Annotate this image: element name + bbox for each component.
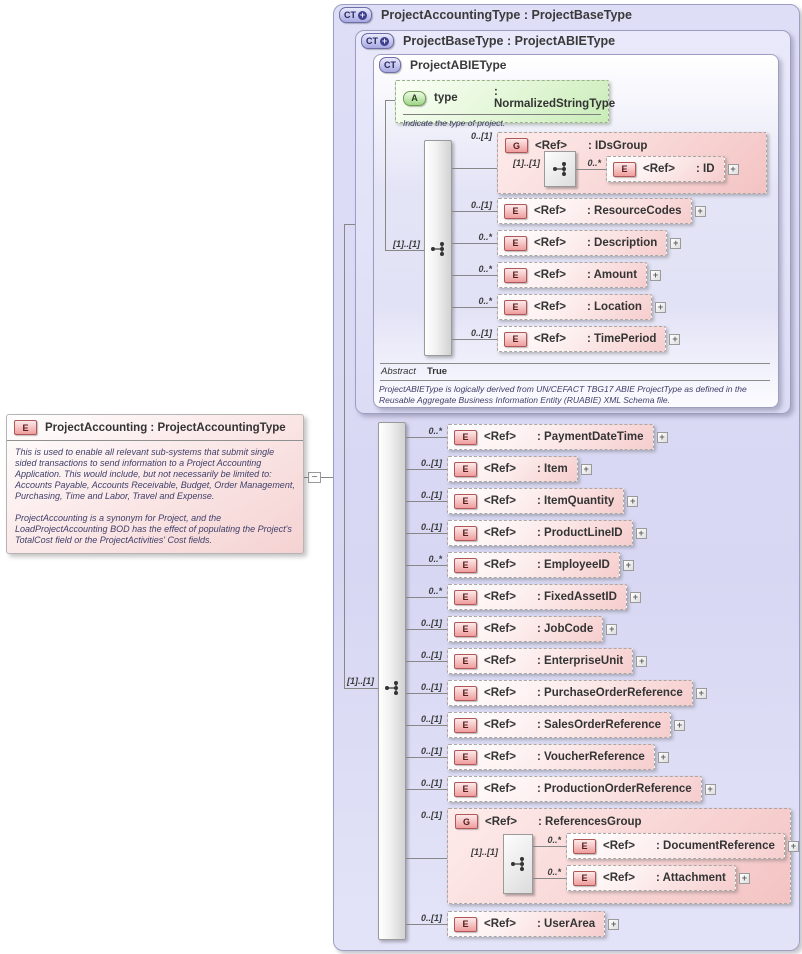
element-box[interactable] — [447, 712, 671, 738]
attribute-name: type — [434, 92, 458, 104]
sequence-compositor — [503, 834, 533, 894]
ref-label: <Ref> — [484, 559, 516, 571]
element-icon: E — [573, 839, 596, 854]
element-node — [406, 712, 685, 738]
element-node — [452, 198, 706, 224]
element-node — [406, 424, 668, 450]
group-icon: G — [505, 138, 528, 153]
element-name: : UserArea — [537, 918, 596, 930]
element-name: : ItemQuantity — [537, 495, 615, 507]
expand-icon[interactable] — [788, 841, 799, 852]
element-node-projectaccounting[interactable] — [6, 414, 304, 554]
connector-line — [385, 250, 424, 251]
cardinality-label: 0..[1] — [470, 200, 492, 210]
element-icon: E — [454, 526, 477, 541]
element-box[interactable] — [447, 424, 654, 450]
expand-icon[interactable] — [728, 164, 739, 175]
ref-label: <Ref> — [535, 139, 567, 152]
element-node — [406, 680, 707, 706]
cardinality-label: 0..[1] — [420, 458, 442, 468]
group-icon: G — [455, 814, 478, 829]
abie-footnote: ProjectABIEType is logically derived from UN/CEFACT TBG17 ABIE ProjectType as defined in the Reusable Aggregate Business Information Entity (RUABIE) XML Schema file. — [379, 384, 747, 405]
element-node-documentreference — [533, 833, 799, 859]
abie-type-title: ProjectABIEType — [410, 58, 507, 72]
expand-icon[interactable] — [674, 720, 685, 731]
base-type-header — [361, 33, 615, 49]
cardinality-label: 0..[1] — [420, 490, 442, 500]
element-name: : Attachment — [656, 872, 726, 884]
attribute-type: : NormalizedStringType — [494, 86, 616, 110]
sequence-icon — [383, 679, 401, 697]
element-icon: E — [454, 718, 477, 733]
element-node — [406, 616, 617, 642]
element-box[interactable] — [447, 911, 605, 937]
element-name: : DocumentReference — [656, 840, 775, 852]
element-box[interactable] — [447, 520, 633, 546]
cardinality-label: 0..* — [547, 867, 561, 877]
cardinality-label: [1]..[1] — [393, 239, 420, 249]
element-icon: E — [613, 162, 636, 177]
ref-label: <Ref> — [534, 333, 566, 345]
expand-icon[interactable] — [658, 752, 669, 763]
ref-label: <Ref> — [484, 463, 516, 475]
element-node — [452, 230, 681, 256]
expand-icon[interactable] — [650, 270, 661, 281]
ref-label: <Ref> — [484, 719, 516, 731]
abstract-label: Abstract — [381, 366, 416, 377]
ref-label: <Ref> — [484, 783, 516, 795]
cardinality-label: 0..[1] — [420, 682, 442, 692]
cardinality-label: 0..* — [478, 296, 492, 306]
cardinality-label: 0..* — [478, 264, 492, 274]
collapse-icon[interactable] — [308, 472, 321, 483]
element-node — [406, 776, 716, 802]
complex-type-derived-icon: CT + — [361, 33, 394, 49]
element-name: : ProductLineID — [537, 527, 623, 539]
element-name: : JobCode — [537, 623, 594, 635]
cardinality-label: [1]..[1] — [347, 676, 374, 686]
element-node-id — [576, 156, 739, 182]
expand-icon[interactable] — [608, 919, 619, 930]
attribute-node-type[interactable] — [395, 80, 616, 128]
element-box[interactable] — [566, 833, 785, 859]
element-icon: E — [454, 686, 477, 701]
element-node — [452, 262, 661, 288]
cardinality-label: [1]..[1] — [471, 847, 498, 857]
divider — [403, 114, 601, 115]
ref-label: <Ref> — [484, 918, 516, 930]
expand-icon[interactable] — [705, 784, 716, 795]
attribute-header — [403, 86, 616, 110]
expand-icon[interactable] — [655, 302, 666, 313]
element-annotation — [7, 441, 303, 553]
expand-icon[interactable] — [636, 656, 647, 667]
group-name: : ReferencesGroup — [538, 815, 642, 828]
element-node — [452, 294, 666, 320]
element-name: : PurchaseOrderReference — [537, 687, 683, 699]
element-name: : Amount — [587, 269, 638, 281]
plus-badge-icon — [358, 11, 367, 20]
element-icon: E — [454, 782, 477, 797]
expand-icon[interactable] — [636, 528, 647, 539]
base-type-title: ProjectBaseType : ProjectABIEType — [403, 34, 616, 48]
element-icon: E — [14, 420, 37, 435]
expand-icon[interactable] — [669, 334, 680, 345]
annotation-paragraph: ProjectAccounting is a synonym for Project, and the LoadProjectAccounting BOD has the effect of populating the Project's TotalCost field or the ProjectActivities' Cost fields. — [15, 513, 292, 545]
expand-icon[interactable] — [695, 206, 706, 217]
element-name: : EnterpriseUnit — [537, 655, 624, 667]
cardinality-label: 0..[1] — [470, 131, 492, 141]
ref-label: <Ref> — [484, 623, 516, 635]
expand-icon[interactable] — [696, 688, 707, 699]
element-icon: E — [454, 558, 477, 573]
element-box[interactable] — [497, 230, 667, 256]
element-name: : ProductionOrderReference — [537, 783, 692, 795]
element-box[interactable] — [606, 156, 725, 182]
element-icon: E — [504, 268, 527, 283]
cardinality-label: 0..* — [478, 232, 492, 242]
annotation-paragraph: This is used to enable all relevant sub-systems that submit single sided transactions to send information to a Project Accounting Application. This would include, but not necessarily be limited to: Accounts Payable, Accounts Receivable, Budget, Order Management, Purchasing, Time and Labor, Travel and Expense. — [15, 447, 295, 501]
ref-label: <Ref> — [484, 687, 516, 699]
group-name: : IDsGroup — [588, 139, 648, 152]
complex-type-icon: CT — [379, 57, 401, 73]
element-name: : TimePeriod — [587, 333, 657, 345]
complex-type-derived-icon: CT + — [339, 7, 372, 23]
cardinality-label: 0..* — [428, 586, 442, 596]
element-box[interactable] — [447, 648, 633, 674]
element-icon: E — [454, 750, 477, 765]
cardinality-label: 0..[1] — [420, 746, 442, 756]
ref-label: <Ref> — [484, 495, 516, 507]
divider — [380, 363, 770, 364]
expand-icon[interactable] — [627, 496, 638, 507]
element-name: : ID — [696, 163, 715, 175]
abie-type-header — [379, 57, 506, 73]
element-title: ProjectAccounting : ProjectAccountingType — [45, 421, 286, 434]
ref-label: <Ref> — [484, 431, 516, 443]
ref-label: <Ref> — [534, 301, 566, 313]
ref-label: <Ref> — [603, 872, 635, 884]
element-name: : SalesOrderReference — [537, 719, 662, 731]
element-box[interactable] — [447, 776, 702, 802]
outer-type-title: ProjectAccountingType : ProjectBaseType — [381, 8, 632, 22]
element-name: : FixedAssetID — [537, 591, 617, 603]
element-node — [406, 584, 641, 610]
plus-badge-icon — [380, 37, 389, 46]
element-icon: E — [504, 236, 527, 251]
cardinality-label: [1]..[1] — [513, 158, 540, 168]
cardinality-label: 0..[1] — [420, 522, 442, 532]
element-box[interactable] — [447, 584, 627, 610]
ref-label: <Ref> — [603, 840, 635, 852]
element-icon: E — [454, 462, 477, 477]
divider — [380, 380, 770, 381]
cardinality-label: 0..* — [428, 426, 442, 436]
element-node-attachment — [533, 865, 750, 891]
expand-icon[interactable] — [739, 873, 750, 884]
sequence-icon — [509, 855, 527, 873]
ref-label: <Ref> — [484, 751, 516, 763]
cardinality-label: 0..[1] — [420, 618, 442, 628]
element-node — [406, 744, 669, 770]
ref-label: <Ref> — [534, 237, 566, 249]
ref-label: <Ref> — [485, 815, 517, 828]
element-box[interactable] — [497, 198, 692, 224]
cardinality-label: 0..* — [587, 158, 601, 168]
element-node — [406, 488, 638, 514]
cardinality-label: 0..* — [428, 554, 442, 564]
cardinality-label: 0..[1] — [470, 328, 492, 338]
cardinality-label: 0..[1] — [420, 778, 442, 788]
element-box[interactable] — [447, 744, 655, 770]
element-name: : ResourceCodes — [587, 205, 682, 217]
element-box[interactable] — [447, 680, 693, 706]
element-name: : Item — [537, 463, 568, 475]
element-node — [406, 911, 619, 937]
cardinality-label: 0..[1] — [420, 810, 442, 820]
cardinality-label: 0..[1] — [420, 913, 442, 923]
sequence-icon — [429, 240, 447, 258]
element-header — [7, 415, 303, 441]
element-icon: E — [454, 917, 477, 932]
connector-line — [385, 100, 386, 250]
element-name: : Description — [587, 237, 658, 249]
expand-icon[interactable] — [581, 464, 592, 475]
group-header — [455, 814, 642, 829]
element-box[interactable] — [447, 488, 624, 514]
element-icon: E — [454, 430, 477, 445]
cardinality-label: 0..[1] — [420, 650, 442, 660]
element-icon: E — [504, 332, 527, 347]
expand-icon[interactable] — [630, 592, 641, 603]
abstract-value: True — [427, 366, 448, 377]
ref-label: <Ref> — [534, 269, 566, 281]
element-icon: E — [454, 590, 477, 605]
ref-label: <Ref> — [484, 527, 516, 539]
connector-trunk — [344, 224, 345, 689]
element-box[interactable] — [566, 865, 736, 891]
element-icon: E — [573, 871, 596, 886]
expand-icon[interactable] — [606, 624, 617, 635]
expand-icon[interactable] — [670, 238, 681, 249]
attribute-icon: A — [403, 91, 426, 106]
element-box[interactable] — [447, 552, 620, 578]
element-name: : Location — [587, 301, 642, 313]
element-box[interactable] — [497, 262, 647, 288]
element-node — [406, 456, 592, 482]
sequence-compositor — [544, 151, 576, 187]
ref-label: <Ref> — [484, 655, 516, 667]
element-icon: E — [454, 622, 477, 637]
cardinality-label: 0..* — [547, 835, 561, 845]
expand-icon[interactable] — [623, 560, 634, 571]
cardinality-label: 0..[1] — [420, 714, 442, 724]
element-node — [406, 552, 634, 578]
attribute-annotation: Indicate the type of project. — [403, 118, 506, 128]
ref-label: <Ref> — [484, 591, 516, 603]
element-icon: E — [504, 300, 527, 315]
element-name: : EmployeeID — [537, 559, 610, 571]
element-box[interactable] — [447, 456, 578, 482]
element-box[interactable] — [497, 294, 652, 320]
sequence-icon — [551, 160, 569, 178]
expand-icon[interactable] — [657, 432, 668, 443]
element-name: : PaymentDateTime — [537, 431, 644, 443]
connector-line — [344, 224, 355, 225]
element-node — [452, 326, 680, 352]
ref-label: <Ref> — [643, 163, 675, 175]
element-icon: E — [454, 494, 477, 509]
element-icon: E — [454, 654, 477, 669]
element-box[interactable] — [497, 326, 666, 352]
connector-line — [344, 688, 378, 689]
ref-label: <Ref> — [534, 205, 566, 217]
group-header — [505, 138, 647, 153]
outer-type-header — [339, 7, 632, 23]
connector-line — [385, 100, 395, 101]
element-node — [406, 520, 647, 546]
element-name: : VoucherReference — [537, 751, 645, 763]
element-icon: E — [504, 204, 527, 219]
element-node — [406, 648, 647, 674]
element-box[interactable] — [447, 616, 603, 642]
